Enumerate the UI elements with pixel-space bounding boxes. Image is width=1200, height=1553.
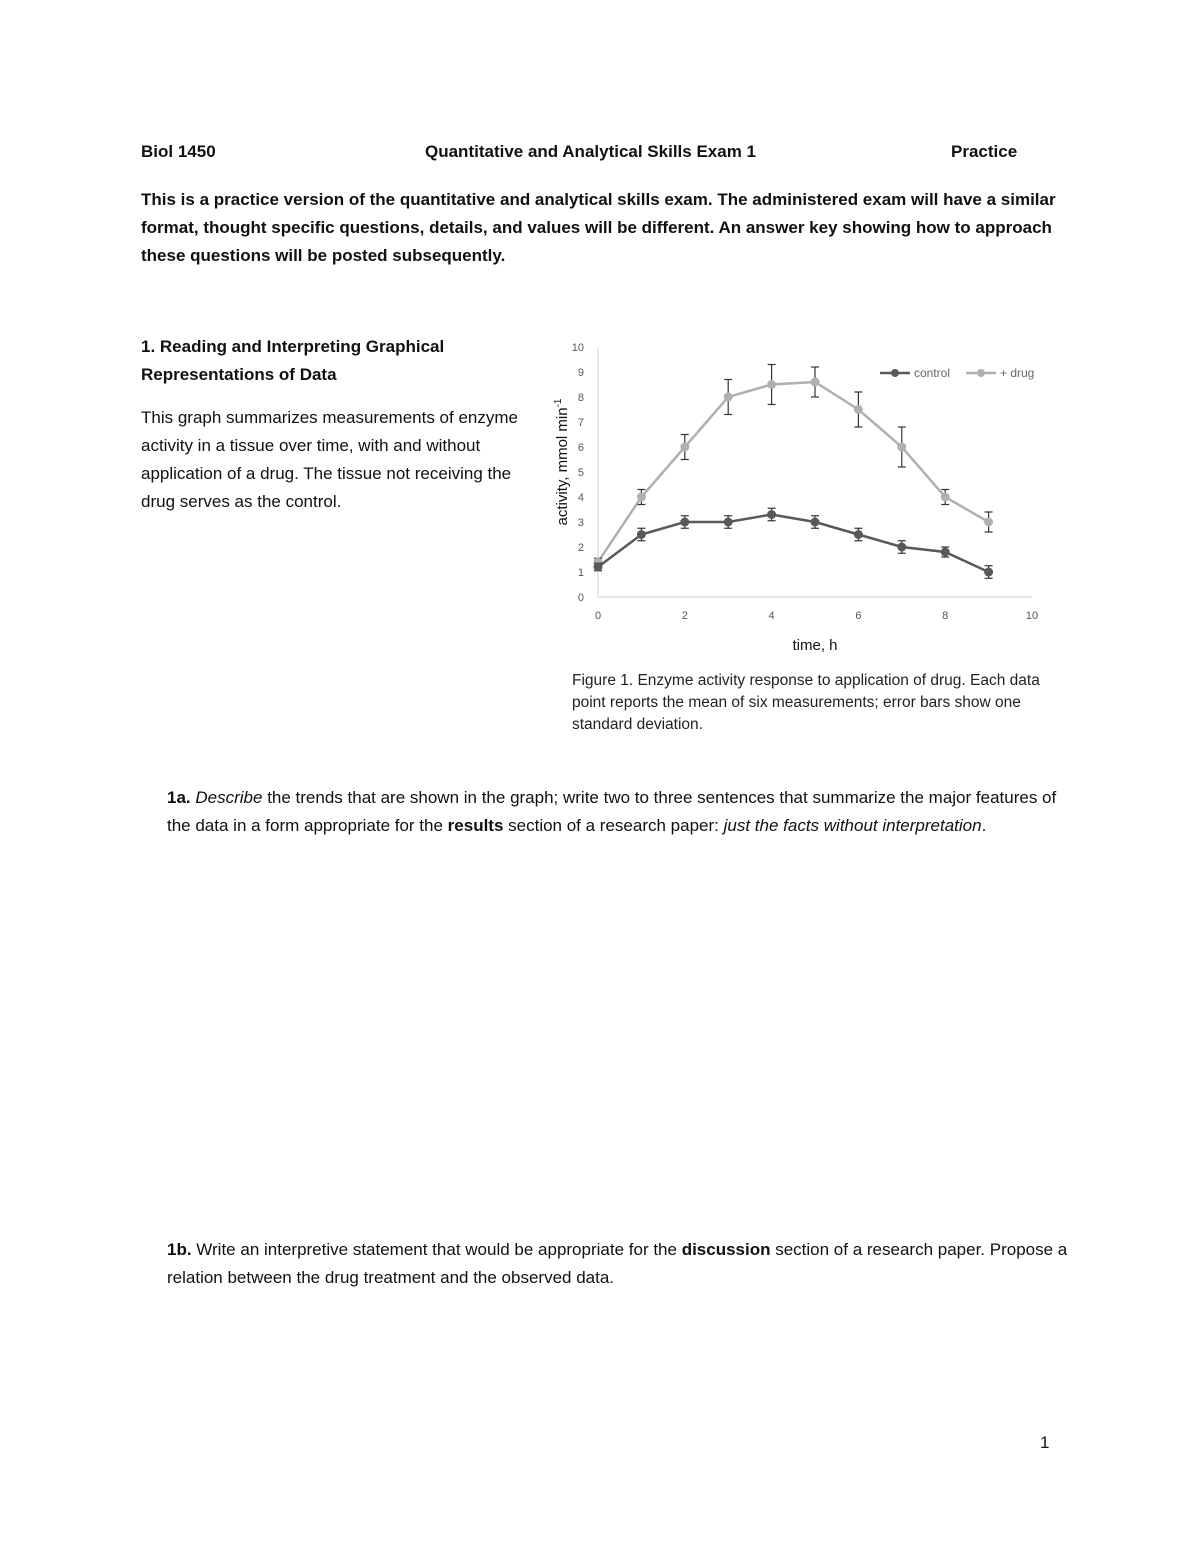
question-1b [167, 1236, 1077, 1292]
question-1-title: 1. Reading and Interpreting Graphical Representations of Data [141, 337, 445, 384]
exam-version: Practice [951, 142, 1018, 161]
series-line-control [598, 515, 989, 573]
question-1a-text-2: section of a research paper: [503, 816, 724, 835]
y-axis-label [553, 398, 571, 525]
x-tick-label: 8 [942, 610, 949, 622]
x-tick-label: 0 [594, 610, 602, 622]
question-1a [167, 784, 1077, 840]
question-1a-end: . [981, 816, 987, 835]
y-tick-label: 1 [577, 567, 584, 579]
x-tick-label: 6 [855, 610, 862, 622]
page-number: 1 [1040, 1433, 1050, 1452]
data-point-drug [680, 443, 689, 452]
question-1b-bold: discussion [681, 1240, 771, 1259]
figure-caption: Figure 1. Enzyme activity response to application of drug. Each data point reports the mean of six measurements; error bars show one standard deviation. [572, 672, 1040, 733]
legend-marker-drug [977, 369, 985, 377]
data-point-control [941, 548, 950, 557]
question-1a-verb: Describe [195, 788, 263, 807]
question-1a-label: 1a. [167, 788, 191, 807]
data-point-drug [724, 393, 733, 402]
data-point-drug [811, 378, 820, 387]
y-tick-label: 2 [577, 542, 584, 554]
data-point-drug [897, 443, 906, 452]
exam-title: Quantitative and Analytical Skills Exam 1 [425, 142, 756, 161]
x-tick-label: 4 [768, 610, 775, 622]
y-tick-label: 7 [577, 417, 584, 429]
data-point-drug [854, 405, 863, 414]
question-1b-text: Write an interpretive statement that would be appropriate for the [191, 1240, 682, 1259]
data-point-drug [941, 493, 950, 502]
data-point-control [897, 543, 906, 552]
y-tick-label: 3 [577, 517, 584, 529]
y-tick-label: 5 [577, 467, 584, 479]
y-tick-label: 6 [577, 442, 584, 454]
data-point-control [767, 510, 776, 519]
legend-label-control: control [914, 366, 951, 380]
question-1-description: This graph summarizes measurements of enzyme activity in a tissue over time, with and without application of a drug. The tissue not receiving the drug serves as the control. [141, 408, 518, 511]
enzyme-activity-chart [540, 335, 1060, 665]
question-1a-italic: just the facts without interpretation [723, 816, 982, 835]
y-tick-label: 10 [571, 342, 584, 354]
data-point-control [680, 518, 689, 527]
intro-paragraph: This is a practice version of the quantitative and analytical skills exam. The administered exam will have a similar format, thought specific questions, details, and values will be different. An answer key showing how to approach these questions will be posted subsequently. [141, 190, 1056, 265]
data-point-control [854, 530, 863, 539]
y-tick-label: 8 [577, 392, 584, 404]
data-point-control [724, 518, 733, 527]
y-tick-label: 0 [577, 592, 584, 604]
data-point-control [811, 518, 820, 527]
data-point-control [594, 563, 603, 572]
legend-marker-control [891, 369, 899, 377]
question-1a-text: the trends that are shown in the graph; write two to three sentences that summarize the major features of the data in a form appropriate for the [167, 788, 1057, 835]
y-tick-label: 9 [577, 367, 584, 379]
y-tick-label: 4 [577, 492, 584, 504]
data-point-control [984, 568, 993, 577]
x-axis-label: time, h [792, 637, 838, 654]
data-point-drug [984, 518, 993, 527]
x-tick-label: 2 [681, 610, 688, 622]
data-point-control [637, 530, 646, 539]
course-code: Biol 1450 [141, 142, 216, 161]
x-tick-label: 10 [1025, 610, 1039, 622]
data-point-drug [767, 380, 776, 389]
series-line-drug [598, 382, 989, 562]
question-1b-label: 1b. [167, 1240, 192, 1259]
legend-label-drug: + drug [1000, 366, 1035, 380]
question-1a-bold: results [447, 816, 504, 835]
y-axis-label-text: activity, mmol min [554, 407, 571, 526]
data-point-drug [637, 493, 646, 502]
question-1b-text-2: section of a research paper. Propose a relation between the drug treatment and the observed data. [167, 1240, 1068, 1287]
y-axis-label-superscript: -1 [553, 398, 564, 408]
